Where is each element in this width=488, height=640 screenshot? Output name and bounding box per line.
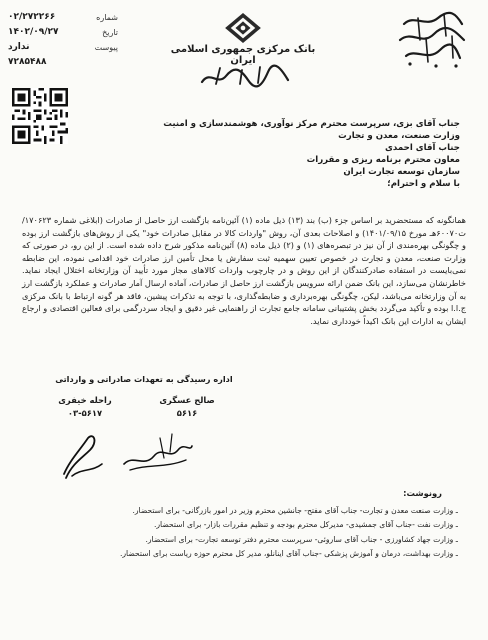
addressee-line: معاون محترم برنامه ریزی و مقررات: [306, 155, 460, 165]
cc-item: ـ وزارت جهاد کشاورزی - جناب آقای ساروئی- سرپرست محترم دفتر توسعه تجارت- برای استحضار.: [145, 534, 458, 544]
central-bank-emblem-icon: [224, 12, 262, 44]
signatory-right: [142, 394, 232, 420]
letter-metadata: [8, 10, 118, 70]
slogan-calligraphy: [396, 10, 468, 72]
meta-date-value: ۱۴۰۲/۰۹/۲۷: [8, 27, 59, 37]
meta-attach-value: ندارد: [8, 42, 30, 52]
addressee-line: وزارت صنعت، معدن و تجارت: [338, 131, 460, 141]
addressee-line: سازمان توسعه تجارت ایران: [343, 167, 460, 177]
cc-item: ـ وزارت نفت -جناب آقای جمشیدی- مدیرکل محترم بودجه و تنظیم مقررات بازار- برای استحضار.: [153, 520, 458, 530]
cc-list: [38, 504, 458, 562]
meta-code-value: ۷۲۸۵۴۸۸: [8, 57, 47, 67]
meta-number-value: ۰۲/۲۷۲۲۶۶: [8, 12, 56, 22]
bank-name: بانک مرکزی جمهوری اسلامی ایران: [170, 44, 316, 66]
meta-attach-label: پیوست: [94, 43, 118, 52]
addressee-line: جناب آقای احمدی: [385, 143, 460, 153]
addressee-block: [20, 118, 460, 190]
signatory-left-code: ۰۳-۵۶۱۷: [67, 408, 103, 418]
signatory-right-name: صالح عسگری: [159, 395, 215, 405]
greeting: با سلام و احترام؛: [387, 179, 460, 189]
meta-date-label: تاریخ: [102, 28, 118, 37]
meta-number-label: شماره: [96, 13, 118, 22]
signature-right-graphic: [120, 430, 196, 474]
addressee-line: جناب آقای بزی، سرپرست محترم مرکز نوآوری، هوشمندسازی و امنیت: [163, 119, 460, 129]
cc-item: ـ وزارت صنعت معدن و تجارت- جناب آقای مفتح- جانشین محترم وزیر در امور بازرگانی- برای استحضار.: [132, 506, 458, 515]
meta-attach-row: [8, 40, 118, 55]
signatory-right-code: ۵۶۱۶: [176, 408, 198, 418]
signatory-left-name: راحله خیفری: [58, 395, 112, 405]
meta-code-row: [8, 55, 118, 70]
meta-number-row: [8, 10, 118, 25]
cc-item: ـ وزارت بهداشت، درمان و آموزش پزشکی -جناب آقای اینانلو، مدیر کل محترم حوزه ریاست برای استحضار.: [119, 549, 458, 559]
cc-title: رونوشت:: [403, 488, 442, 498]
signatory-left: [40, 394, 130, 420]
letter-body: همانگونه که مستحضرید بر اساس جزء (ب) بند (۱۳) ذیل ماده (۱) آئین‌نامه بازگشت ارز حاصل از صادرات (ابلاغی شماره ۱۷۰۶۲۳/ت۶۰۰۷۰هـ مورخ ۱۴۰۱/۰۹/۱۵) و اصلاحات بعدی آن، روش "واردات کالا در مقابل صادرات خود" یکی از روش‌های بازگشت ارز بوده و چگونگی بهره‌مندی از آن نیز در تبصره‌های (۱) و (۲) ذیل ماده (۸) آئین‌نامه مذکور شرح داده شده است. از این رو، در صورتی که وزارت صنعت، معدن و تجارت در خصوص تعیین سهمیه ثبت سفارش یا محل تأمین ارز صادرات خود اقدامی نموده، این ضابطه نمی‌بایست در استفاده صادرکنندگان از این روش و در چارچوب واردات کالاهای مجاز مورد تأیید آن وزارتخانه اختلال ایجاد نماید. خاطرنشان می‌سازد، این بانک ضمن ارائه سرویس بازگشت ارز حاصل از صادرات، آماده ارسال آمار صادرات و عملکرد بازگشت ارز به آن وزارتخانه می‌باشد، لیکن، چگونگی بهره‌برداری و ضابطه‌گذاری، با توجه به تذکرات پیشین، فاقد هر گونه ارتباط با بانک مرکزی ج.ا.ا بوده و تأکید می‌گردد بخش پشتیبانی سامانه جامع تجارت از راهنمایی غیر دقیق و ایجاد سردرگمی برای فعالین اقتصادی و ارجاع ایشان به ادارات این بانک اکیداً خودداری نماید.: [21, 215, 467, 326]
signature-left-graphic: [58, 430, 106, 484]
department-name: اداره رسیدگی به تعهدات صادراتی و وارداتی: [55, 374, 233, 384]
bank-name-calligraphy: [196, 62, 292, 90]
meta-date-row: [8, 25, 118, 40]
